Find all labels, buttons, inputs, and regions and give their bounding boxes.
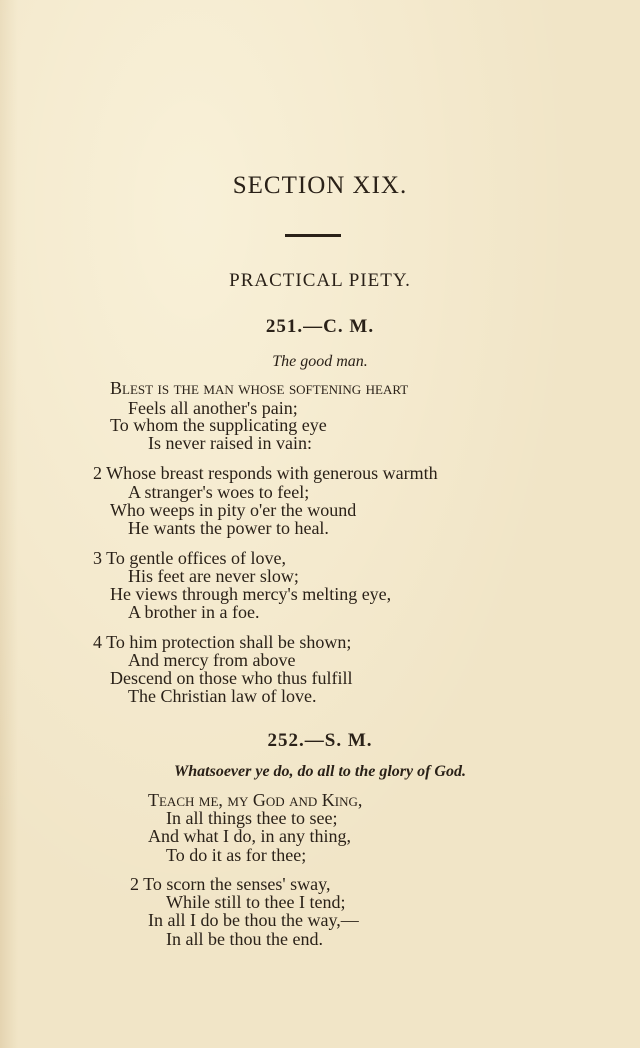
hymn-line: In all things thee to see; [166,808,338,828]
hymn-251-title: The good man. [272,353,368,370]
hymn-line: In all be thou the end. [166,929,323,949]
hymn-line: A stranger's woes to feel; [128,482,310,502]
hymn-line: Teach me, my God and King, [148,790,363,810]
hymn-line: While still to thee I tend; [166,892,346,912]
hymn-line: He views through mercy's melting eye, [110,584,392,604]
hymn-line: The Christian law of love. [128,686,317,706]
hymn-line: And mercy from above [128,650,296,670]
hymn-line: Who weeps in pity o'er the wound [110,500,357,520]
hymn-line: 2 To scorn the senses' sway, [130,874,331,894]
hymn-line: In all I do be thou the way,— [148,910,359,930]
hymn-line: He wants the power to heal. [128,518,329,538]
section-title: SECTION XIX. [232,172,408,199]
hymn-line: Feels all another's pain; [128,398,298,418]
hymn-251-number: 251.—C. M. [265,316,375,337]
hymn-line: A brother in a foe. [128,602,260,622]
hymn-252-title: Whatsoever ye do, do all to the glory of God. [174,763,466,780]
hymn-252-number: 252.—S. M. [267,730,373,751]
hymn-line: 3 To gentle offices of love, [93,548,287,568]
hymn-line: Blest is the man whose softening heart [110,378,409,398]
hymn-line: His feet are never slow; [128,566,299,586]
section-subject: PRACTICAL PIETY. [229,270,411,291]
hymn-line: Is never raised in vain: [148,433,312,453]
hymn-line: To whom the supplicating eye [110,415,327,435]
hymn-line: To do it as for thee; [166,845,307,865]
hymn-line: Descend on those who thus fulfill [110,668,353,688]
hymn-line: And what I do, in any thing, [148,826,351,846]
title-rule [285,234,341,237]
hymn-line: 4 To him protection shall be shown; [93,632,352,652]
hymn-line: 2 Whose breast responds with generous warmth [93,463,438,483]
